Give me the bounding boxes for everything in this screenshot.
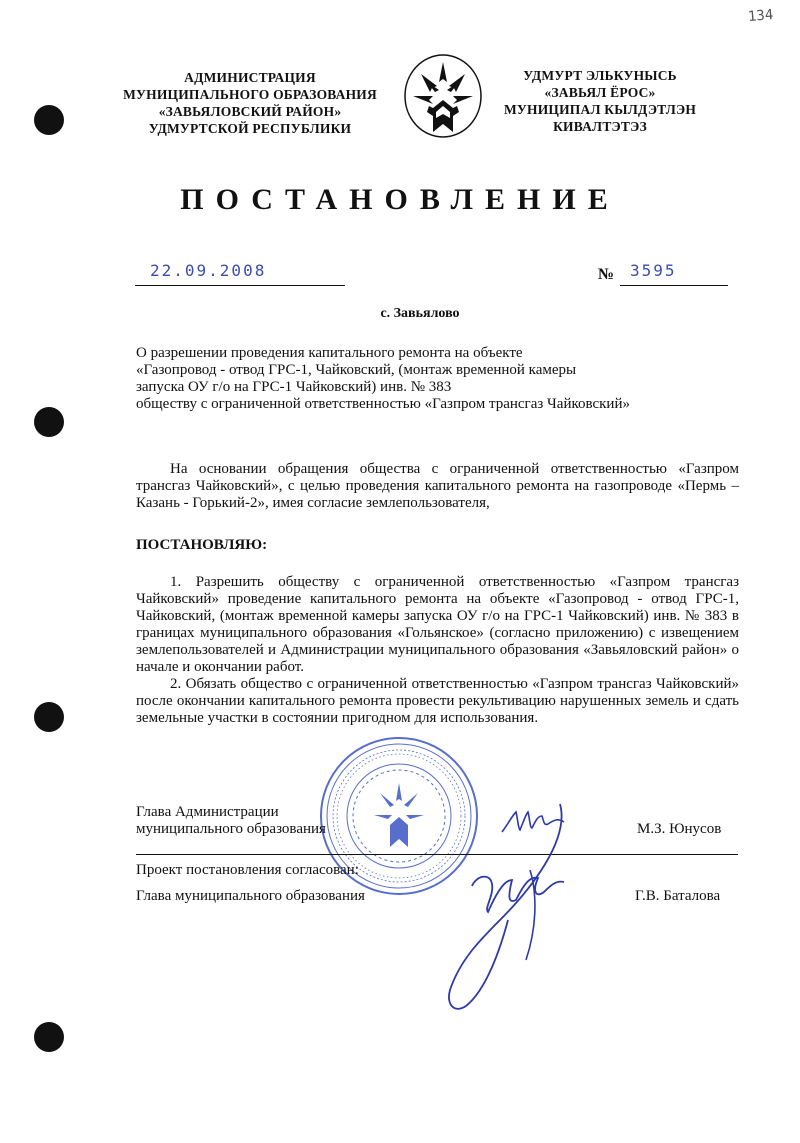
header-right-line: УДМУРТ ЭЛЬКУНЫСЬ xyxy=(523,68,677,83)
subject-line: О разрешении проведения капитального ремонта на объекте xyxy=(136,345,523,361)
header-right-line: МУНИЦИПАЛ КЫЛДЭТЛЭН xyxy=(503,102,697,117)
corner-page-mark: 134 xyxy=(747,6,774,26)
binder-hole xyxy=(34,407,64,437)
header-left xyxy=(105,69,395,137)
binder-hole xyxy=(34,702,64,732)
preamble-paragraph xyxy=(136,461,739,512)
decree-item-1: 1. Разрешить обществу с ограниченной ответственностью «Газпром трансгаз Чайковский» проведение капитального ремонта на объекте «Газопровод - отвод ГРС-1, Чайковский, (монтаж временной камеры запуска ОУ г/о на ГРС-1 Чайковский) инв. № 383 в границах муниципального образования «Гольянское» (согласно приложению) с извещением землепользователей и Администрации муниципального образования «Завьяловский район» о начале и окончании работ. xyxy=(136,574,739,675)
signature-block-1-position xyxy=(136,804,326,838)
binder-hole xyxy=(34,1022,64,1052)
preamble-text: На основании обращения общества с ограниченной ответственностью «Газпром трансгаз Чайковский», с целью проведения капитального ремонта на газопроводе «Пермь – Казань - Горький-2», имея согласие землепользователя, xyxy=(136,461,739,511)
binder-hole xyxy=(34,105,64,135)
number-label: № xyxy=(598,266,615,283)
header-right-line: «ЗАВЬЯЛ ЁРОС» xyxy=(544,85,656,100)
signature-2-name: Г.В. Баталова xyxy=(635,888,721,904)
date-underline xyxy=(135,285,345,286)
header-right xyxy=(500,67,700,135)
decree-item-2: 2. Обязать общество с ограниченной ответственностью «Газпром трансгаз Чайковский» после окончании капитального ремонта провести рекультивацию нарушенных земель и сдать земельные участки в состоянии пригодном для использования. xyxy=(136,676,739,726)
header-left-line: «ЗАВЬЯЛОВСКИЙ РАЙОН» xyxy=(158,104,342,119)
document-number: 3595 xyxy=(630,261,677,280)
signature-1-name: М.З. Юнусов xyxy=(637,821,722,837)
number-underline xyxy=(620,285,728,286)
position-line: Глава Администрации xyxy=(136,804,279,820)
signature-2-handwritten xyxy=(380,800,610,1020)
subject-line: обществу с ограниченной ответственностью «Газпром трансгаз Чайковский» xyxy=(136,396,630,412)
subject-line: запуска ОУ г/о на ГРС-1 Чайковский) инв. № 383 xyxy=(136,379,452,395)
header-left-line: АДМИНИСТРАЦИЯ xyxy=(184,70,316,85)
header-left-line: УДМУРТСКОЙ РЕСПУБЛИКИ xyxy=(148,121,352,136)
document-title: ПОСТАНОВЛЕНИЕ xyxy=(180,183,620,216)
document-place: с. Завьялово xyxy=(380,306,460,321)
position-line: муниципального образования xyxy=(136,821,326,837)
subject-line: «Газопровод - отвод ГРС-1, Чайковский, (монтаж временной камеры xyxy=(136,362,577,378)
district-emblem-icon xyxy=(403,52,483,138)
document-date: 22.09.2008 xyxy=(150,261,267,280)
decree-items xyxy=(136,574,739,727)
decree-heading: ПОСТАНОВЛЯЮ: xyxy=(136,537,268,553)
document-subject xyxy=(136,345,756,413)
header-left-line: МУНИЦИПАЛЬНОГО ОБРАЗОВАНИЯ xyxy=(123,87,377,102)
header-right-line: КИВАЛТЭТЭЗ xyxy=(553,119,647,134)
signature-block-2-position: Глава муниципального образования xyxy=(136,888,365,904)
approval-text: Проект постановления согласован: xyxy=(136,862,359,878)
